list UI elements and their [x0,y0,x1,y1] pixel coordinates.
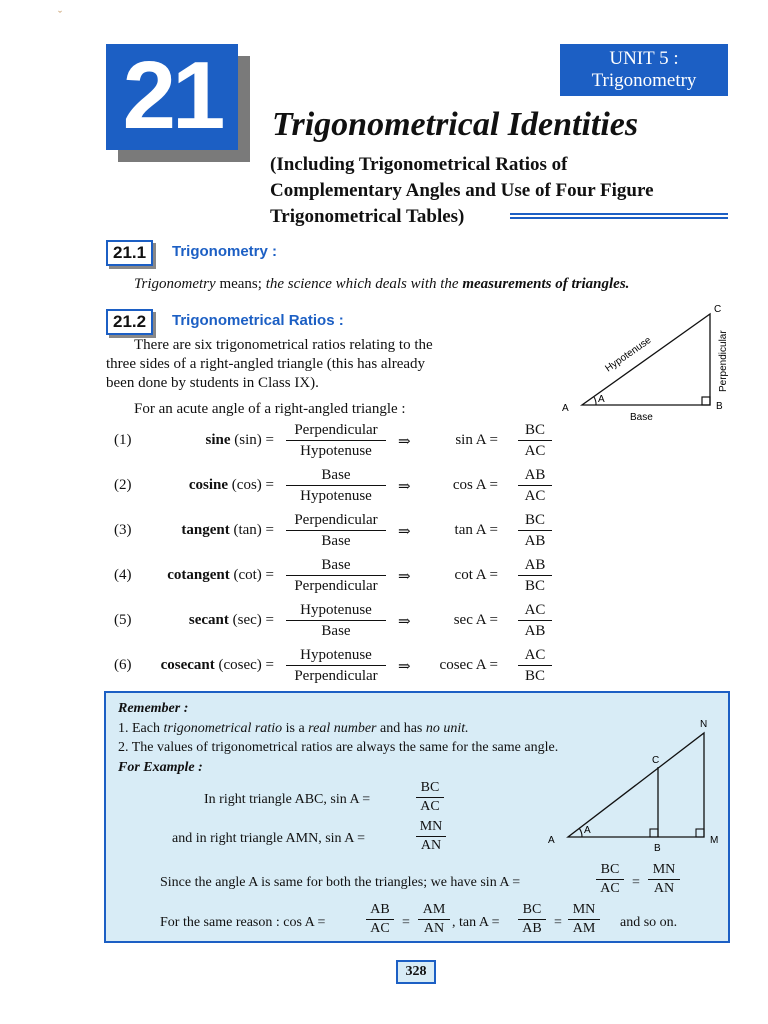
denominator: AB [522,921,542,936]
equals-sign: = [632,875,640,890]
section-number: 21.1 [106,240,153,266]
numerator: MN [572,902,596,917]
denominator: AB [524,533,546,549]
letter-fraction [518,420,552,461]
side-fraction [286,555,386,596]
ratio-abbr: (cos) = [228,477,274,493]
fraction [648,861,680,898]
term: Trigonometry [134,276,216,292]
fraction [418,901,450,938]
ratio-abbr: (tan) = [229,522,274,538]
triangle-shape [582,314,710,405]
ratio-number: (3) [114,522,132,538]
ratio-name [181,522,274,539]
fraction [416,779,444,816]
ratio-abbr: (sec) = [228,612,274,628]
ratio-name [189,612,274,629]
text: real number [308,721,377,736]
remember-box [104,691,730,943]
ratio-short: sin A = [455,432,498,448]
section-title: Trigonometry : [172,243,278,260]
text: 1. Each [118,721,164,736]
numerator: AM [422,902,446,917]
ratio-name [206,432,274,449]
ratio-short: cos A = [452,477,498,493]
numerator: MN [419,819,443,834]
right-triangle-diagram [556,300,736,428]
right-angle-marker [702,397,710,405]
subtitle-line: Trigonometrical Tables) [270,206,465,227]
numerator: Base [321,557,351,573]
side-label-perpendicular: Perpendicular [718,330,729,392]
denominator: BC [524,578,545,594]
vertex-label-n: N [700,719,708,730]
ratio-name [189,477,274,494]
implies-arrow: ⇒ [398,479,411,495]
unit-box [560,44,728,96]
fraction [568,901,600,938]
ratio-number: (2) [114,477,132,493]
remember-heading: Remember : [118,701,189,716]
text: means; [215,276,266,292]
numerator: AC [524,602,546,618]
implies-arrow: ⇒ [398,569,411,585]
ratio-number: (1) [114,432,132,448]
vertex-label-a: A [548,835,555,846]
denominator: BC [524,668,545,684]
ratio-term: cosine [188,477,229,493]
numerator: BC [600,862,620,877]
fraction [366,901,394,938]
ratio-term: cotangent [167,567,230,583]
denominator: Perpendicular [294,578,378,594]
numerator: Base [321,467,351,483]
text-line: three sides of a right-angled triangle (this has already [106,356,426,372]
text-line: For an acute angle of a right-angled triangle : [134,401,406,417]
ratio-short: cosec A = [439,657,498,673]
subtitle-line: Complementary Angles and Use of Four Figure [270,180,654,201]
remember-item: 2. The values of trigonometrical ratios are always the same for the same angle. [118,740,559,755]
vertex-label-a: A [562,403,569,414]
side-fraction [286,510,386,551]
letter-fraction [518,510,552,551]
ratio-number: (5) [114,612,132,628]
denominator: AN [653,881,675,896]
numerator: MN [652,862,676,877]
denominator: AC [600,881,620,896]
denominator: AC [524,443,546,459]
ratio-term: cosecant [160,657,215,673]
example-text: In right triangle ABC, sin A = [204,792,371,807]
ratio-row [0,600,768,644]
denominator: AN [423,921,445,936]
ratio-row [0,555,768,599]
implies-arrow: ⇒ [398,659,411,675]
denominator: Hypotenuse [300,443,372,459]
section-paragraph [106,336,516,419]
ratio-term: sine [205,432,231,448]
ratio-name [161,657,274,674]
ratio-short: cot A = [454,567,498,583]
text-line: There are six trigonometrical ratios relating to the [134,337,433,353]
denominator: AC [524,488,546,504]
denominator: Base [321,533,351,549]
vertex-label-b: B [716,401,723,412]
since-text: Since the angle A is same for both the triangles; we have sin A = [160,875,521,890]
ratio-row [0,420,768,464]
denominator: AC [370,921,390,936]
ratio-term: secant [188,612,229,628]
remember-item [118,719,469,738]
denominator: Base [321,623,351,639]
numerator: AB [524,467,546,483]
ratio-row [0,510,768,554]
section-title: Trigonometrical Ratios : [172,312,344,329]
numerator: BC [420,780,440,795]
numerator: AB [370,902,390,917]
numerator: Hypotenuse [300,647,372,663]
ratio-row [0,465,768,509]
subtitle-line: (Including Trigonometrical Ratios of [270,154,568,175]
chapter-number: 21 [122,42,222,149]
letter-fraction [518,600,552,641]
fraction [596,861,624,898]
side-label-base: Base [630,412,653,423]
right-angle-marker [696,829,704,837]
text: trigonometrical ratio [163,721,283,736]
numerator: AB [524,557,546,573]
double-rule [510,213,728,219]
ratio-abbr: (cot) = [229,567,274,583]
triangle-amn [568,733,704,837]
implies-arrow: ⇒ [398,524,411,540]
chapter-title: Trigonometrical Identities [272,106,639,143]
denominator: AC [420,799,440,814]
unit-label: UNIT 5 : [609,48,679,69]
text: is a [282,721,309,736]
fraction [518,901,546,938]
text: and so on. [620,915,678,930]
text: and has [376,721,426,736]
ratio-number: (4) [114,567,132,583]
vertex-label-m: M [710,835,719,846]
side-fraction [286,600,386,641]
side-fraction [286,420,386,461]
numerator: BC [524,512,545,528]
equals-sign: = [554,915,562,930]
vertex-label-c: C [652,755,660,766]
unit-name: Trigonometry [591,70,697,91]
angle-arc [594,397,596,405]
numerator: AC [524,647,546,663]
denominator: AM [572,921,596,936]
ratio-short: tan A = [454,522,498,538]
corner-mark: ˇ [58,8,62,22]
ratio-row [0,645,768,689]
vertex-label-c: C [714,304,722,315]
ratio-abbr: (sin) = [230,432,274,448]
denominator: Perpendicular [294,668,378,684]
text: , tan A = [452,915,500,930]
ratio-name [167,567,274,584]
chapter-number-box [106,44,238,150]
text: measurements of triangles. [462,276,630,292]
letter-fraction [518,645,552,686]
ratio-short: sec A = [453,612,498,628]
ratio-term: tangent [181,522,230,538]
text: no unit. [425,721,469,736]
angle-arc [579,828,582,837]
numerator: Perpendicular [294,422,378,438]
ratio-abbr: (cosec) = [214,657,274,673]
section-number: 21.2 [106,309,153,335]
text: the science which deals with the [265,276,463,292]
angle-label: A [584,825,591,836]
same-reason-text: For the same reason : cos A = [160,915,326,930]
similar-triangles-diagram [538,717,728,853]
text-line: been done by students in Class IX). [106,375,319,391]
numerator: Perpendicular [294,512,378,528]
side-fraction [286,465,386,506]
denominator: AN [420,838,442,853]
denominator: AB [524,623,546,639]
side-fraction [286,645,386,686]
for-example-label: For Example : [118,760,203,775]
page-number: 328 [396,960,436,984]
equals-sign: = [402,915,410,930]
angle-label: A [598,394,605,405]
ratio-number: (6) [114,657,132,673]
right-angle-marker [650,829,658,837]
numerator: BC [522,902,542,917]
letter-fraction [518,555,552,596]
numerator: BC [524,422,545,438]
denominator: Hypotenuse [300,488,372,504]
definition-text [134,275,629,294]
vertex-label-b: B [654,843,661,853]
example-text: and in right triangle AMN, sin A = [172,831,365,846]
numerator: Hypotenuse [300,602,372,618]
letter-fraction [518,465,552,506]
implies-arrow: ⇒ [398,614,411,630]
fraction [416,818,446,855]
side-label-hypotenuse: Hypotenuse [603,334,654,375]
implies-arrow: ⇒ [398,434,411,450]
